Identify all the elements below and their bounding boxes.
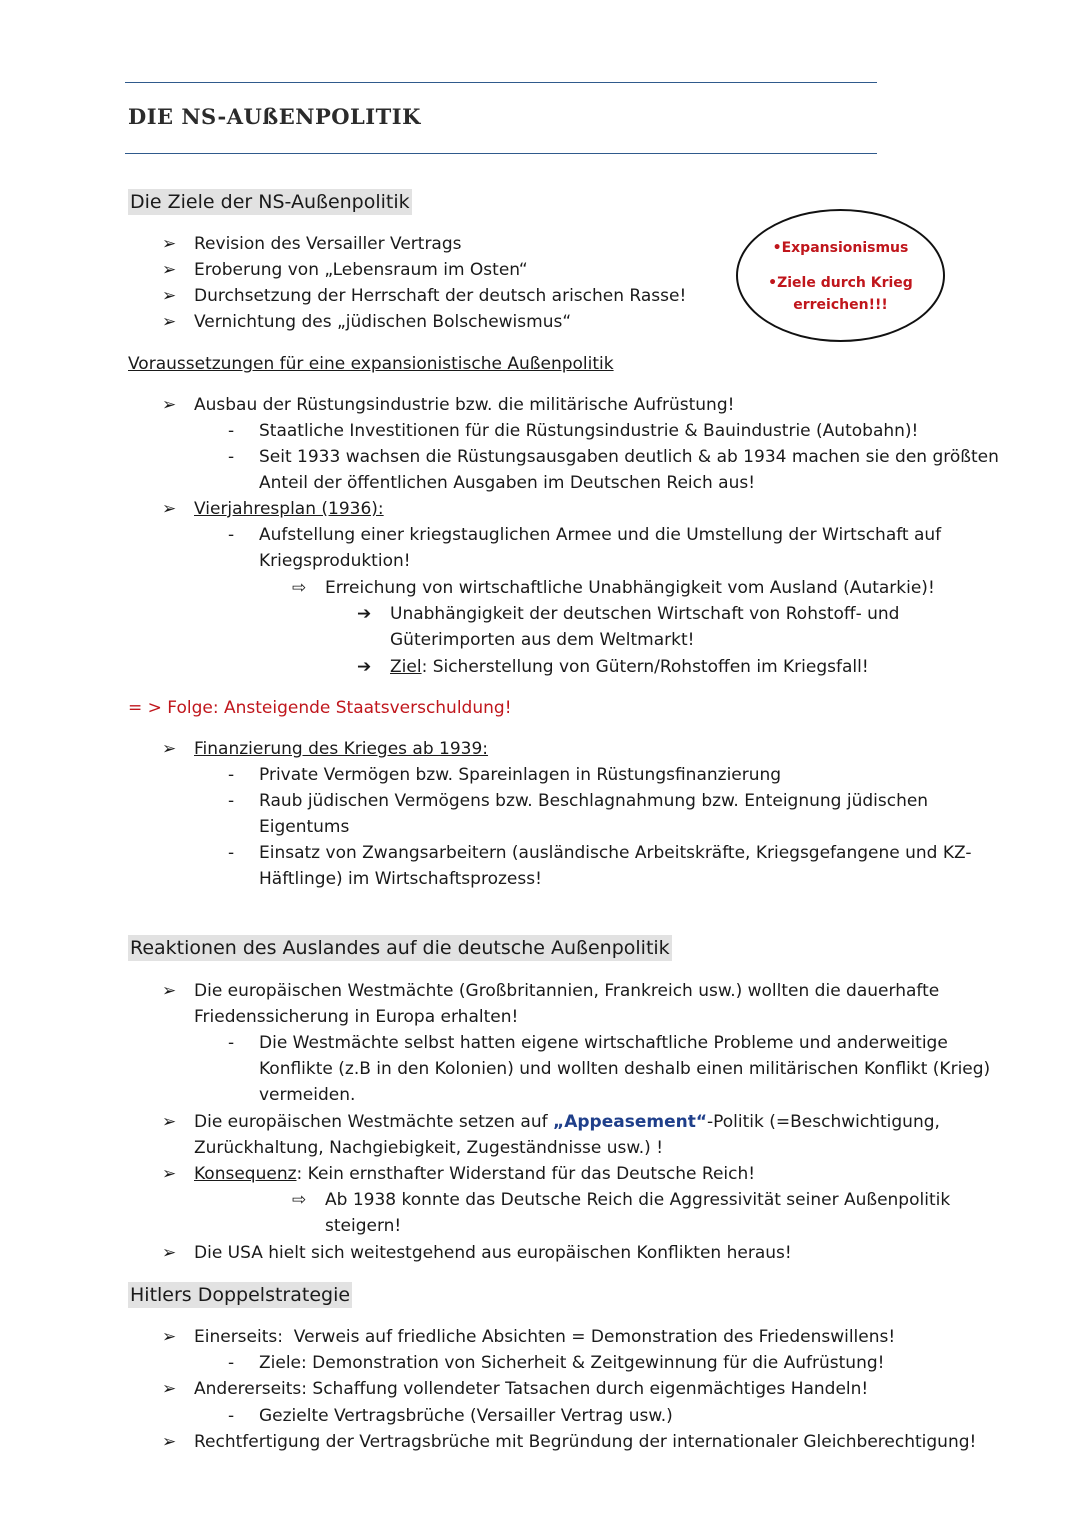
hollow-arrow-icon: ⇨ (292, 1190, 307, 1210)
folge-statement: = > Folge: Ansteigende Staatsverschuldung! (128, 698, 512, 718)
bullet-arrow-icon: ➢ (162, 1243, 177, 1263)
appeasement-term: „Appeasement“ (553, 1112, 707, 1132)
ziel-text: : Sicherstellung von Gütern/Rohstoffen im Kriegsfall! (421, 657, 869, 677)
list-item-text: Die europäischen Westmächte (Großbritannien, Frankreich usw.) wollten die dauerhafte (194, 981, 940, 1001)
list-item-text: Ab 1938 konnte das Deutsche Reich die Aggressivität seiner Außenpolitik (325, 1190, 951, 1210)
bullet-arrow-icon: ➢ (162, 286, 177, 306)
list-item-text: Konflikte (z.B in den Kolonien) und wollten deshalb einen militärischen Konflikt (Krieg) (259, 1059, 991, 1079)
list-item-text: Güterimporten aus dem Weltmarkt! (390, 630, 695, 650)
dash-marker: - (228, 525, 235, 545)
list-item-text: vermeiden. (259, 1085, 356, 1105)
list-item-text: Seit 1933 wachsen die Rüstungsausgaben deutlich & ab 1934 machen sie den größten (259, 447, 999, 467)
bullet-arrow-icon: ➢ (162, 739, 177, 759)
list-item-text: Private Vermögen bzw. Spareinlagen in Rüstungsfinanzierung (259, 765, 782, 785)
list-item-text: Gezielte Vertragsbrüche (Versailler Vertrag usw.) (259, 1406, 673, 1426)
list-item-text (194, 1162, 755, 1186)
list-item-text: Eroberung von „Lebensraum im Osten“ (194, 260, 528, 280)
list-item (162, 258, 176, 282)
list-item-text: Die Westmächte selbst hatten eigene wirtschaftliche Probleme und anderweitige (259, 1033, 948, 1053)
list-item-text: Vernichtung des „jüdischen Bolschewismus“ (194, 312, 572, 332)
appeasement-pre: Die europäischen Westmächte setzen auf (194, 1112, 554, 1132)
bullet-arrow-icon: ➢ (162, 1432, 177, 1452)
list-item-text: Einerseits: Verweis auf friedliche Absichten = Demonstration des Friedenswillens! (194, 1327, 896, 1347)
arrow-icon: ➔ (357, 604, 372, 624)
dash-marker: - (228, 1353, 235, 1373)
hollow-arrow-icon: ⇨ (292, 578, 307, 598)
list-item (162, 310, 176, 334)
list-item-text: Aufstellung einer kriegstauglichen Armee und die Umstellung der Wirtschaft auf (259, 525, 942, 545)
list-item-text: Kriegsproduktion! (259, 551, 411, 571)
ziel-label: Ziel (390, 657, 422, 677)
list-item-text: Die USA hielt sich weitestgehend aus europäischen Konflikten heraus! (194, 1243, 792, 1263)
list-item (162, 232, 176, 256)
list-item-text: Ziele: Demonstration von Sicherheit & Zeitgewinnung für die Aufrüstung! (259, 1353, 885, 1373)
konsequenz-label: Konsequenz (194, 1164, 297, 1184)
dash-marker: - (228, 1033, 235, 1053)
bullet-arrow-icon: ➢ (162, 1327, 177, 1347)
heading-voraussetzungen: Voraussetzungen für eine expansionistische Außenpolitik (128, 354, 614, 374)
dash-marker: - (228, 765, 235, 785)
list-item-text: Ausbau der Rüstungsindustrie bzw. die militärische Aufrüstung! (194, 395, 735, 415)
dash-marker: - (228, 843, 235, 863)
expansionism-oval (736, 209, 945, 342)
bullet-arrow-icon: ➢ (162, 260, 177, 280)
dash-marker: - (228, 447, 235, 467)
dash-marker: - (228, 421, 235, 441)
heading-doppelstrategie: Hitlers Doppelstrategie (130, 1284, 351, 1306)
list-item-text: Einsatz von Zwangsarbeitern (ausländische Arbeitskräfte, Kriegsgefangene und KZ- (259, 843, 972, 863)
title-rule (125, 153, 877, 154)
bullet-arrow-icon: ➢ (162, 499, 177, 519)
list-item-text: Zurückhaltung, Nachgiebigkeit, Zugeständnisse usw.) ! (194, 1138, 664, 1158)
heading-ziele: Die Ziele der NS-Außenpolitik (130, 191, 410, 213)
list-item-text: Andererseits: Schaffung vollendeter Tatsachen durch eigenmächtiges Handeln! (194, 1379, 869, 1399)
dash-marker: - (228, 1406, 235, 1426)
appeasement-post: -Politik (=Beschwichtigung, (707, 1112, 940, 1132)
list-item-text: Eigentums (259, 817, 350, 837)
konsequenz-text: : Kein ernsthafter Widerstand für das Deutsche Reich! (296, 1164, 756, 1184)
list-item-text: Revision des Versailler Vertrags (194, 234, 462, 254)
arrow-icon: ➔ (357, 657, 372, 677)
list-item-text: Vierjahresplan (1936): (194, 499, 384, 519)
list-item (162, 284, 176, 308)
list-item-text: Durchsetzung der Herrschaft der deutsch arischen Rasse! (194, 286, 687, 306)
oval-line: •Ziele durch Krieg (768, 275, 913, 291)
bullet-arrow-icon: ➢ (162, 234, 177, 254)
list-item-text (194, 1110, 940, 1134)
oval-line: erreichen!!! (793, 297, 888, 313)
list-item-text: Finanzierung des Krieges ab 1939: (194, 739, 489, 759)
list-item-text: Rechtfertigung der Vertragsbrüche mit Begründung der internationaler Gleichberechtigung! (194, 1432, 977, 1452)
list-item-text: Raub jüdischen Vermögens bzw. Beschlagnahmung bzw. Enteignung jüdischen (259, 791, 929, 811)
bullet-arrow-icon: ➢ (162, 1164, 177, 1184)
list-item-text: steigern! (325, 1216, 402, 1236)
bullet-arrow-icon: ➢ (162, 1112, 177, 1132)
dash-marker: - (228, 791, 235, 811)
top-rule (125, 82, 877, 83)
bullet-arrow-icon: ➢ (162, 981, 177, 1001)
bullet-arrow-icon: ➢ (162, 395, 177, 415)
heading-reaktionen: Reaktionen des Auslandes auf die deutsche Außenpolitik (130, 937, 670, 959)
list-item-text: Häftlinge) im Wirtschaftsprozess! (259, 869, 542, 889)
list-item-text (390, 655, 869, 679)
list-item-text: Erreichung von wirtschaftliche Unabhängigkeit vom Ausland (Autarkie)! (325, 578, 935, 598)
list-item-text: Friedenssicherung in Europa erhalten! (194, 1007, 519, 1027)
page-title: DIE NS-AUßENPOLITIK (128, 104, 421, 129)
oval-line: •Expansionismus (772, 240, 909, 256)
bullet-arrow-icon: ➢ (162, 312, 177, 332)
list-item-text: Staatliche Investitionen für die Rüstungsindustrie & Bauindustrie (Autobahn)! (259, 421, 919, 441)
list-item-text: Unabhängigkeit der deutschen Wirtschaft von Rohstoff- und (390, 604, 900, 624)
list-item-text: Anteil der öffentlichen Ausgaben im Deutschen Reich aus! (259, 473, 756, 493)
bullet-arrow-icon: ➢ (162, 1379, 177, 1399)
